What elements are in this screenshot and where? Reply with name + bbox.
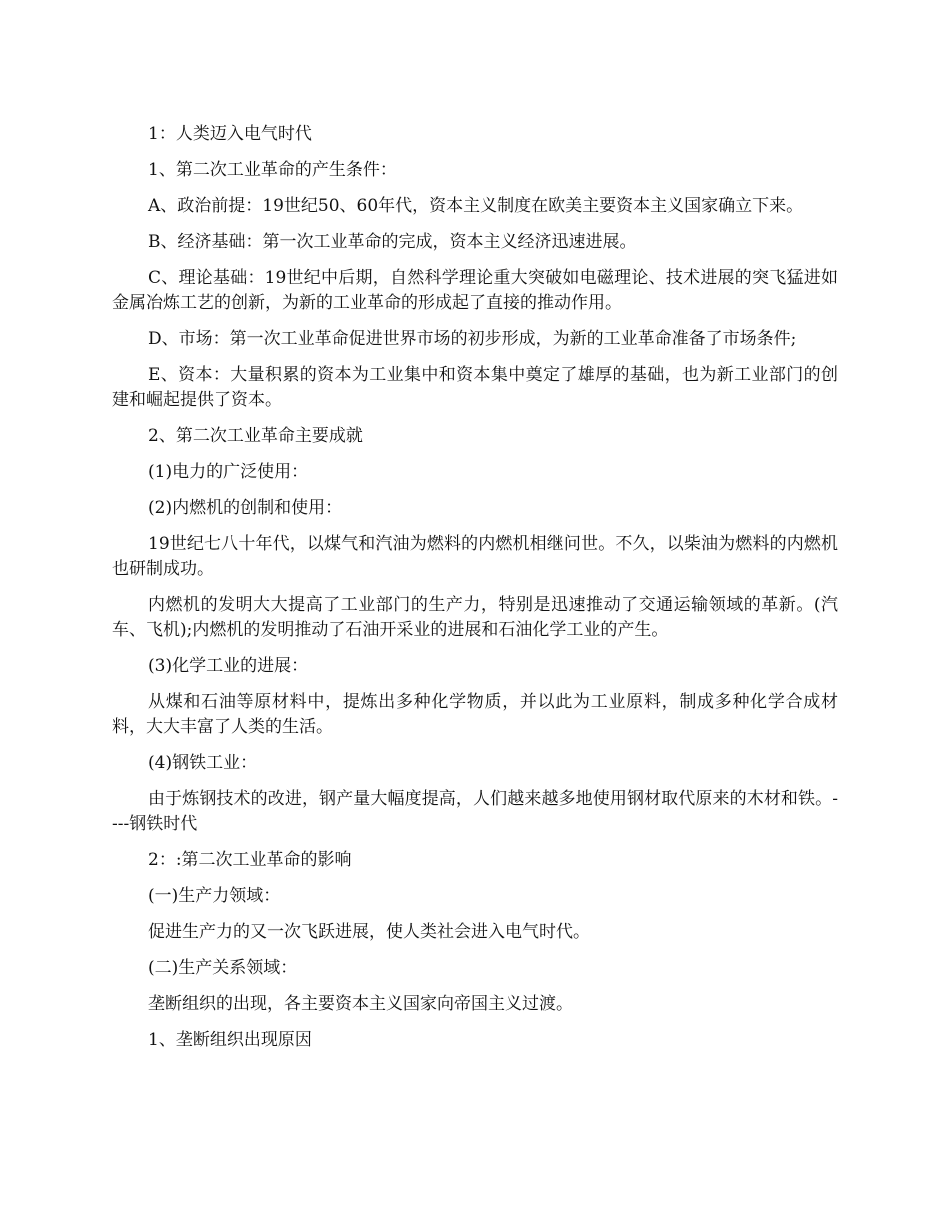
paragraph: A、政治前提：19世纪50、60年代，资本主义制度在欧美主要资本主义国家确立下来。: [148, 196, 804, 216]
paragraph: B、经济基础：第一次工业革命的完成，资本主义经济迅速进展。: [148, 232, 637, 252]
paragraph: 垄断组织的出现，各主要资本主义国家向帝国主义过渡。: [148, 994, 573, 1014]
document-body: [112, 122, 838, 1064]
paragraph: C、理论基础：19世纪中后期，自然科学理论重大突破如电磁理论、技术进展的突飞猛进如金属冶炼工艺的创新，为新的工业革命的形成起了直接的推动作用。: [112, 268, 838, 313]
paragraph: 内燃机的发明大大提高了工业部门的生产力，特别是迅速推动了交通运输领域的革新。(汽车、飞机);内燃机的发明推动了石油开采业的进展和石油化学工业的产生。: [112, 595, 838, 640]
subsection-heading: 1、第二次工业革命的产生条件：: [148, 160, 397, 180]
list-item: (3)化学工业的进展：: [148, 656, 309, 676]
subsection-heading: 2、第二次工业革命主要成就: [148, 426, 363, 446]
paragraph: D、市场：第一次工业革命促进世界市场的初步形成，为新的工业革命准备了市场条件;: [148, 329, 797, 349]
subsection-heading: 1、垄断组织出现原因: [148, 1030, 312, 1050]
paragraph: 由于炼钢技术的改进，钢产量大幅度提高，人们越来越多地使用钢材取代原来的木材和铁。----钢铁时代: [112, 789, 838, 834]
list-item: (一)生产力领域：: [148, 886, 281, 906]
section-heading: 1：人类迈入电气时代: [148, 124, 312, 144]
list-item: (4)钢铁工业：: [148, 753, 258, 773]
list-item: (二)生产关系领域：: [148, 958, 298, 978]
section-heading: 2：:第二次工业革命的影响: [148, 850, 352, 870]
paragraph: 19世纪七八十年代，以煤气和汽油为燃料的内燃机相继问世。不久，以柴油为燃料的内燃机也研制成功。: [112, 534, 838, 579]
list-item: (2)内燃机的创制和使用：: [148, 498, 343, 518]
paragraph: 从煤和石油等原材料中，提炼出多种化学物质，并以此为工业原料，制成多种化学合成材料，大大丰富了人类的生活。: [112, 692, 838, 737]
paragraph: E、资本：大量积累的资本为工业集中和资本集中奠定了雄厚的基础，也为新工业部门的创建和崛起提供了资本。: [112, 365, 838, 410]
paragraph: 促进生产力的又一次飞跃进展，使人类社会进入电气时代。: [148, 922, 590, 942]
list-item: (1)电力的广泛使用：: [148, 462, 309, 482]
